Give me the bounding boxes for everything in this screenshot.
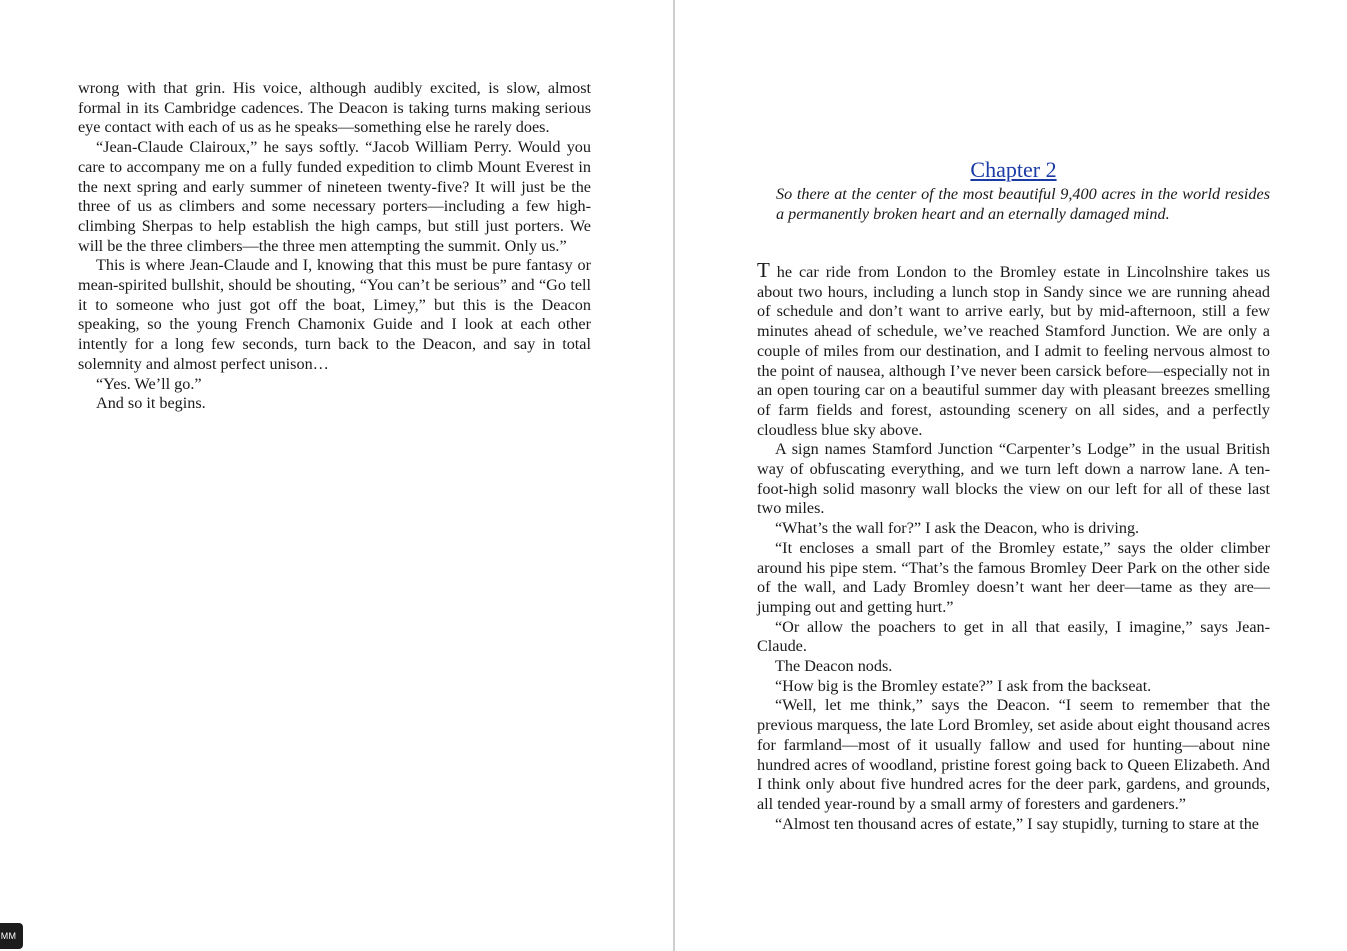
drop-cap: T bbox=[757, 258, 770, 282]
paragraph: “It encloses a small part of the Bromley estate,” says the older climber around his pipe stem. “That’s the famous Bromley Deer Park on the other side of the wall, and Lady Bromley doesn’t want her deer—tame as they are—jumping out and getting hurt.” bbox=[757, 538, 1270, 616]
paragraph: And so it begins. bbox=[96, 394, 206, 413]
left-page-text bbox=[78, 79, 591, 414]
paragraph: The Deacon nods. bbox=[775, 657, 893, 676]
chapter-epigraph: So there at the center of the most beautiful 9,400 acres in the world resides a permanently broken heart and an eternally damaged mind. bbox=[776, 185, 1270, 223]
paragraph: “Almost ten thousand acres of estate,” I say stupidly, turning to stare at the bbox=[775, 814, 1259, 833]
left-page bbox=[0, 0, 673, 951]
paragraph: “Well, let me think,” says the Deacon. “I seem to remember that the previous marquess, the late Lord Bromley, set aside about eight thousand acres for farmland—most of it usually fallow and used for hunting—about nine hundred acres of woodland, pristine forest going back to Queen Elizabeth. And I think only about five hundred acres for the deer park, gardens, and grounds, all tended year-round by a small army of foresters and gardeners.” bbox=[757, 696, 1270, 813]
paragraph bbox=[757, 258, 1271, 440]
paragraph: “What’s the wall for?” I ask the Deacon, who is driving. bbox=[775, 519, 1140, 538]
chapter-title-link[interactable]: Chapter 2 bbox=[970, 157, 1057, 182]
paragraph: “Yes. We’ll go.” bbox=[96, 374, 202, 393]
right-page-text bbox=[757, 258, 1271, 834]
right-page bbox=[675, 0, 1347, 951]
paragraph: “Jean-Claude Clairoux,” he says softly. “Jacob William Perry. Would you care to accompany me on a fully funded expedition to climb Mount Everest in the next spring and early summer of nineteen twenty-five? It will just be the three of us as climbers and some necessary porters—including a few high-climbing Sherpas to help establish the high camps, but still just porters. We will be the three climbers—the three men attempting the summit. Only us.” bbox=[78, 138, 591, 255]
paragraph: “How big is the Bromley estate?” I ask from the backseat. bbox=[775, 676, 1152, 695]
menu-badge-button[interactable]: MM bbox=[0, 923, 23, 949]
paragraph-text: he car ride from London to the Bromley estate in Lincolnshire takes us about two hours, including a lunch stop in Sandy since we are running ahead of schedule and don’t want to arrive early, but by mid-afternoon, still a few minutes ahead of schedule, we’ve reached Stamford Junction. We are only a couple of miles from our destination, and I admit to feeling nervous almost to the point of nausea, although I’ve never been carsick before—especially not in an open touring car on a beautiful summer day with pleasant breezes smelling of farm fields and forest, astounding scenery on all sides, and a perfectly cloudless blue sky above. bbox=[757, 263, 1271, 439]
paragraph: A sign names Stamford Junction “Carpenter’s Lodge” in the usual British way of obfuscating everything, and we turn left down a narrow lane. A ten-foot-high solid masonry wall blocks the view on our left for all of these last two miles. bbox=[757, 440, 1270, 518]
paragraph: wrong with that grin. His voice, although audibly excited, is slow, almost formal in its Cambridge cadences. The Deacon is taking turns making serious eye contact with each of us as he speaks—something else he rarely does. bbox=[78, 79, 591, 137]
paragraph: “Or allow the poachers to get in all that easily, I imagine,” says Jean-Claude. bbox=[757, 617, 1270, 656]
paragraph: This is where Jean-Claude and I, knowing that this must be pure fantasy or mean-spirited bullshit, should be shouting, “You can’t be serious” and “Go tell it to someone who just got off the boat, Limey,” but this is the Deacon speaking, so the young French Chamonix Guide and I look at each other intently for a long few seconds, turn back to the Deacon, and say in total solemnity and almost perfect unison… bbox=[78, 256, 591, 373]
